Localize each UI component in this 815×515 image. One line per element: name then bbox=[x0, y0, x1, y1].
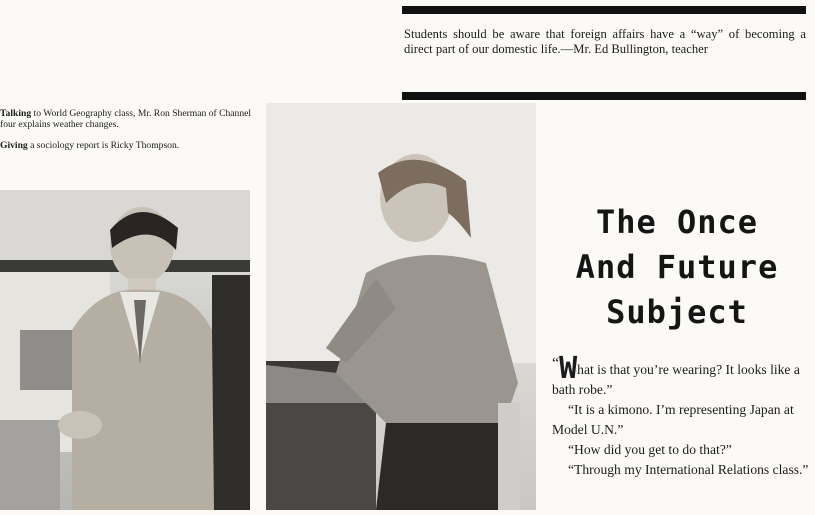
story-paragraph: “It is a kimono. I’m representing Japan at Model U.N.” bbox=[552, 402, 794, 437]
photo-speaker bbox=[0, 190, 250, 510]
drop-cap: W bbox=[559, 351, 578, 386]
title-line: And Future bbox=[575, 248, 779, 286]
story-paragraph: “Through my International Relations class.” bbox=[568, 462, 809, 477]
photo-student bbox=[266, 103, 536, 510]
top-rule bbox=[402, 6, 806, 14]
caption-lead: Talking bbox=[0, 108, 32, 119]
story-paragraph: “How did you get to do that?” bbox=[568, 442, 732, 457]
story-paragraph bbox=[552, 351, 810, 400]
title-line: The Once bbox=[595, 203, 759, 241]
caption-talking bbox=[0, 108, 252, 130]
caption-giving bbox=[0, 140, 252, 151]
caption-text: to World Geography class, Mr. Ron Sherman of Channel four explains weather changes. bbox=[0, 108, 252, 130]
article-title bbox=[552, 200, 802, 335]
pull-quote: Students should be aware that foreign affairs have a “way” of becoming a direct part of our domestic life.—Mr. Ed Bullington, teacher bbox=[404, 27, 806, 56]
caption-lead: Giving bbox=[0, 140, 28, 151]
story-text: hat is that you’re wearing? It looks like a bath robe.” bbox=[552, 362, 800, 397]
open-quote: “ bbox=[552, 355, 560, 372]
caption-text: a sociology report is Ricky Thompson. bbox=[27, 140, 180, 151]
bottom-rule bbox=[402, 92, 806, 100]
article-body bbox=[552, 351, 810, 480]
photo-captions bbox=[0, 108, 252, 161]
title-line: Subject bbox=[606, 293, 748, 331]
